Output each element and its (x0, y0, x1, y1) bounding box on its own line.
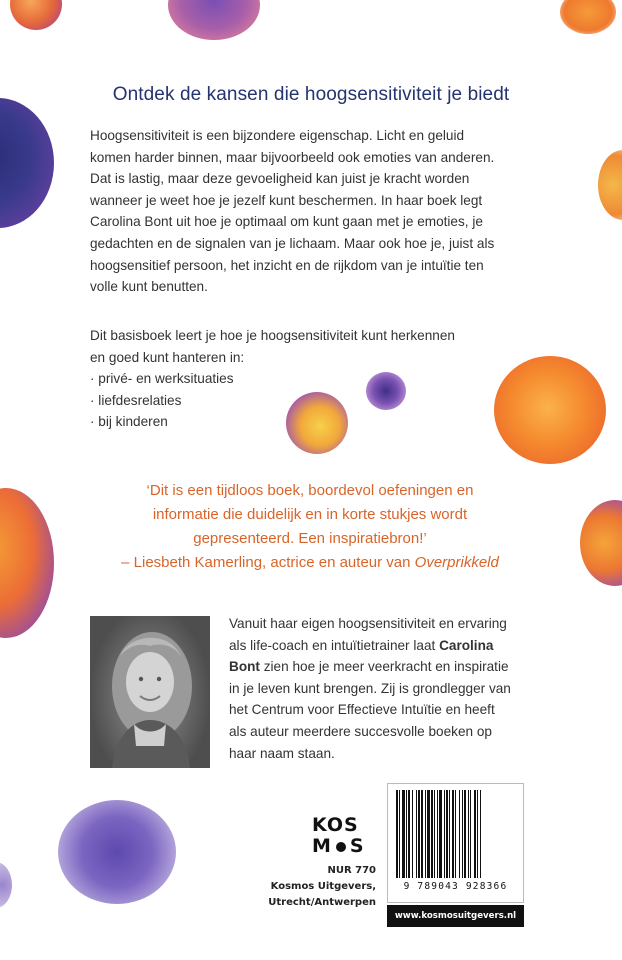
intro-line: hoogsensitief persoon, het inzicht en de rijkdom van je intuïtie ten (90, 257, 484, 273)
logo-letter: S (349, 835, 365, 857)
barcode-bar (470, 790, 471, 878)
publisher-website[interactable]: www.kosmosuitgevers.nl (387, 905, 524, 927)
watercolor-blob-top-left (10, 0, 62, 30)
back-cover-title: Ontdek de kansen die hoogsensitiviteit je biedt (112, 84, 510, 105)
intro-line: komen harder binnen, maar bijvoorbeeld ook emoties van anderen. (90, 149, 495, 165)
publisher-info (250, 863, 376, 911)
barcode-bar (402, 790, 405, 878)
intro-line: Dat is lastig, maar deze gevoeligheid kan juist je kracht worden (90, 171, 470, 187)
barcode-bar (474, 790, 476, 878)
bullet-item: · privé- en werksituaties (90, 371, 234, 387)
intro-line: Carolina Bont uit hoe je optimaal om kunt gaan met je emoties, je (90, 214, 483, 230)
basis-paragraph (90, 325, 540, 433)
bio-line: Vanuit haar eigen hoogsensitiviteit en ervaring (229, 616, 507, 631)
testimonial-quote (60, 479, 560, 575)
quote-line: informatie die duidelijk en in korte stukjes wordt (152, 506, 468, 523)
logo-dot-icon (336, 842, 346, 852)
barcode-bar (464, 790, 466, 878)
watercolor-blob-right-edge (598, 150, 622, 220)
barcode-bar (446, 790, 448, 878)
nur-code: NUR 770 (327, 865, 376, 876)
intro-paragraph (90, 125, 540, 298)
barcode-bar (425, 790, 426, 878)
barcode-bar (416, 790, 417, 878)
bio-line: in je leven kunt brengen. Zij is grondlegger van (229, 680, 511, 696)
isbn-number: 9 789043 928366 (403, 881, 508, 892)
barcode-bar (437, 790, 438, 878)
barcode-bar (452, 790, 454, 878)
basis-line: Dit basisboek leert je hoe je hoogsensitiviteit kunt herkennen (90, 328, 455, 343)
bio-line: als auteur meerdere succesvolle boeken op (229, 723, 492, 739)
logo-line2 (312, 836, 376, 857)
quote-attribution (60, 551, 560, 575)
author-last-name: Bont (229, 659, 260, 675)
barcode-bar (480, 790, 481, 878)
attribution-book-title: Overprikkeld (414, 554, 499, 571)
intro-line: gedachten en de signalen van je lichaam. Maar ook hoe je, juist als (90, 235, 495, 251)
author-photo (90, 616, 210, 768)
barcode-bar (468, 790, 469, 878)
bullet-item: · bij kinderen (90, 414, 168, 430)
intro-line: volle kunt benutten. (90, 279, 208, 295)
watercolor-blob-top-right (560, 0, 616, 34)
watercolor-blob-right-orange-purple (580, 500, 622, 586)
barcode-bar (462, 790, 463, 878)
bio-line (229, 656, 549, 678)
barcode-bar (408, 790, 410, 878)
barcode-bars (396, 790, 514, 878)
barcode-bar (459, 790, 460, 878)
watercolor-blob-left-navy (0, 98, 54, 228)
barcode-bar (396, 790, 398, 878)
intro-line: Hoogsensitiviteit is een bijzondere eigenschap. Licht en geluid (90, 128, 465, 143)
publisher-city: Utrecht/Antwerpen (268, 897, 376, 908)
barcode-bar (412, 790, 413, 878)
barcode-bar (477, 790, 478, 878)
barcode-bar (455, 790, 456, 878)
bio-line: haar naam staan. (229, 745, 335, 761)
attribution-text: – Liesbeth Kamerling, actrice en auteur van (121, 554, 415, 571)
barcode-bar (421, 790, 423, 878)
barcode-bar (427, 790, 430, 878)
author-portrait-illustration (90, 616, 210, 768)
quote-line: ‘Dit is een tijdloos boek, boordevol oefeningen en (146, 482, 474, 499)
barcode-bar (449, 790, 450, 878)
barcode-bar (431, 790, 433, 878)
barcode-bar (444, 790, 445, 878)
watercolor-blob-bottom-left-purple (58, 800, 176, 904)
isbn-barcode (387, 783, 524, 903)
bio-text: als life-coach en intuïtietrainer laat (229, 637, 440, 653)
watercolor-blob-bottom-left-small (0, 862, 12, 908)
intro-line: wanneer je weet hoe je jezelf kunt beschermen. In haar boek legt (90, 192, 483, 208)
barcode-bar (406, 790, 407, 878)
barcode-bar (399, 790, 400, 878)
bullet-item: · liefdesrelaties (90, 392, 182, 408)
quote-line: gepresenteerd. Een inspiratiebron!’ (193, 530, 427, 547)
kosmos-logo (312, 815, 376, 857)
basis-line: en goed kunt hanteren in: (90, 349, 245, 365)
bio-line (229, 635, 549, 657)
bio-text: zien hoe je meer veerkracht en inspiratie (259, 659, 509, 675)
barcode-bar (439, 790, 442, 878)
author-first-name: Carolina (439, 637, 494, 653)
logo-line1: KOS (312, 814, 359, 836)
logo-letter: M (312, 835, 332, 857)
barcode-bar (418, 790, 420, 878)
watercolor-blob-top-center (168, 0, 260, 40)
barcode-bar (434, 790, 435, 878)
watercolor-blob-left-orange-purple (0, 488, 54, 638)
author-bio (229, 613, 549, 764)
bio-line: het Centrum voor Effectieve Intuïtie en heeft (229, 702, 495, 718)
publisher-name: Kosmos Uitgevers, (270, 881, 376, 892)
